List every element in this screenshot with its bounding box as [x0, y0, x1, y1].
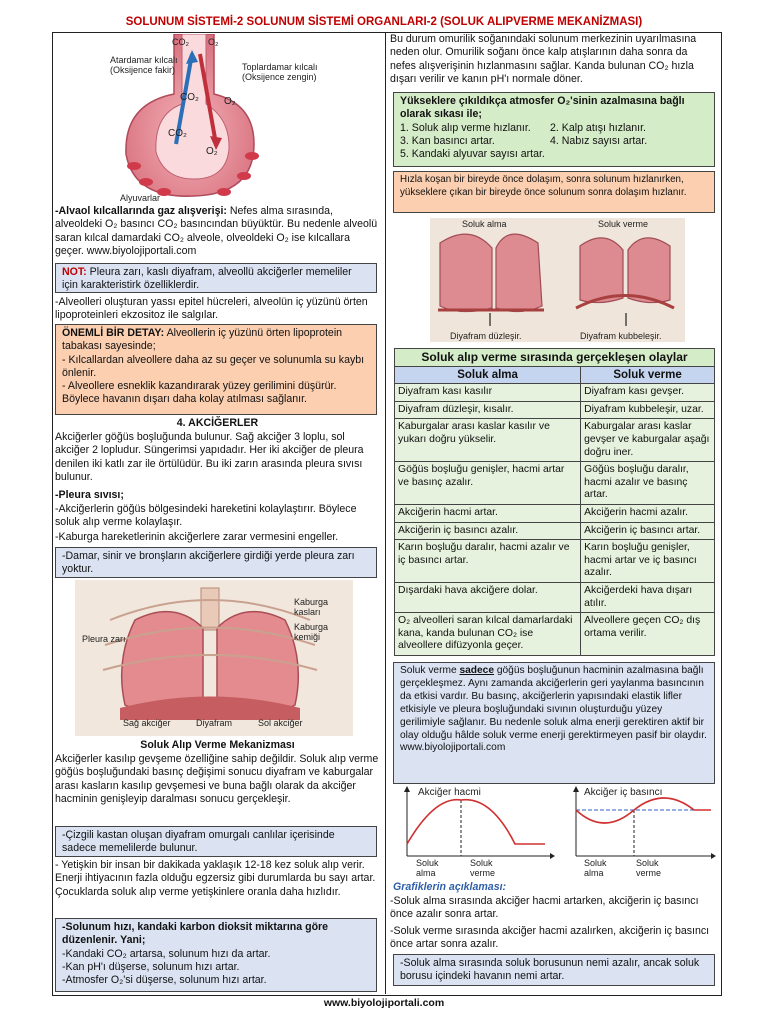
exhale-emphasis: sadece [459, 665, 495, 676]
exhale-text-b: göğüs boşluğunun hacminin azalmasına bağlı gerçekleşmez. Aynı zamanda akciğerlerin geri yaylanma basıncının da etkisi vardır. Bu basınç, akciğerlerin yapısındaki elastik lifler etkisiyle ve pleura boşluğundaki sıvının oluşturduğu yüzey gerilimiyle sağlanır. Bu nedenle soluk alma enerji gerektiren aktif bir olay olduğu hâlde soluk verme enerji gerektirmeyen pasif bir olaydır. www.biyolojiportali.com [400, 665, 707, 754]
table-row [395, 419, 715, 462]
damar-box: -Damar, sinir ve bronşların akciğerlere girdiği yerde pleura zarı yoktur. [55, 547, 377, 578]
table-row [395, 401, 715, 419]
gas-exchange-heading: -Alvaol kılcallarında gaz alışverişi: [55, 205, 227, 217]
table-cell: Diyafram kası gevşer. [581, 384, 715, 402]
altitude-item-4: 4. Nabız sayısı artar. [550, 134, 648, 147]
important-line-1: - Kılcallardan alveollere daha az su geçer ve solunumla su kaybı önlenir. [62, 353, 365, 379]
volume-graph-x2: Soluk verme [470, 858, 496, 878]
volume-graph-x1: Soluk alma [416, 858, 439, 878]
orange-box: Hızla koşan bir bireyde önce dolaşım, sonra solunum hızlanırken, yükseklere çıkan bir bireyde önce solunum sonra dolaşım hızlanır. [393, 171, 715, 213]
altitude-item-1: 1. Soluk alıp verme hızlanır. [400, 121, 531, 134]
page-title: SOLUNUM SİSTEMİ-2 SOLUNUM SİSTEMİ ORGANLARI-2 (SOLUK ALIPVERME MEKANİZMASI) [125, 16, 643, 28]
diyafram-kubbelesir-label: Diyafram kubbeleşir. [580, 331, 662, 341]
altitude-heading: Yükseklere çıkıldıkça atmosfer O₂'sinin azalmasına bağlı olarak sıkası ile; [400, 95, 685, 121]
rate-heading: -Solunum hızı, kandaki karbon dioksit miktarına göre düzenlenir. Yani; [62, 921, 329, 947]
table-cell: Göğüs boşluğu daralır, hacmi azalır ve basınç artar. [581, 462, 715, 505]
table-cell: Göğüs boşluğu genişler, hacmi artar ve basınç azalır. [395, 462, 581, 505]
table-row [395, 582, 715, 612]
table-cell: Kaburgalar arası kaslar gevşer ve kaburgalar aşağı doğru iner. [581, 419, 715, 462]
altitude-item-2: 2. Kalp atışı hızlanır. [550, 121, 646, 134]
pleura-line-2: -Kaburga hareketlerinin akciğerlere zarar vermesini engeller. [55, 531, 339, 543]
table-cell: Karın boşluğu daralır, hacmi azalır ve iç basıncı artar. [395, 540, 581, 583]
soluk-verme-label: Soluk verme [598, 219, 649, 229]
table-cell: Diyafram kubbeleşir, uzar. [581, 401, 715, 419]
table-cell: Karın boşluğu genişler, hacmi artar ve iç basıncı azalır. [581, 540, 715, 583]
table-cell: Akciğerdeki hava dışarı atılır. [581, 582, 715, 612]
rate-box [55, 918, 377, 992]
co2-top-label: CO₂ [172, 37, 189, 47]
altitude-item-5: 5. Kandaki alyuvar sayısı artar. [400, 148, 545, 161]
rate-line-3: -Atmosfer O₂'si düşerse, solunum hızı artar. [62, 974, 267, 987]
soluk-alma-label: Soluk alma [462, 219, 507, 229]
adult-paragraph: - Yetişkin bir insan bir dakikada yaklaşık 12-18 kez soluk alıp verir. Enerji ihtiyacının fazla olduğu egzersiz gibi durumlarda bu sayı artar. Çocuklarda soluk alıp verme yetişkinlere oranla daha hızlıdır. [55, 859, 376, 898]
co2-left-label: CO₂ [180, 92, 199, 103]
kaburga-kemigi-label: Kaburga kemiği [294, 622, 329, 642]
note-text: Pleura zarı, kaslı diyafram, alveollü akciğerler memeliler için karakteristirk özelliklerdir. [62, 266, 352, 292]
pressure-graph-x2: Soluk verme [636, 858, 662, 878]
last-box: -Soluk alma sırasında soluk borusunun nemi azalır, ancak soluk borusu içindeki havanın nemi artar. [393, 954, 715, 986]
gas-exchange-text: Nefes alma sırasında, alveoldeki O₂ basıncı CO₂ basıncından büyüktür. Bu nedenle alveolü saran kılcal damardaki CO₂ alveole, olveoldeki O₂ ise kılcallara geçer. www.biyolojiportali.com [55, 205, 378, 257]
exhale-text-a: Soluk verme [400, 665, 460, 676]
table-cell: Diyafram düzleşir, kısalır. [395, 401, 581, 419]
volume-graph-title: Akciğer hacmi [418, 787, 481, 798]
section-heading-lungs: 4. AKCİĞERLER [176, 417, 259, 429]
rate-line-2: -Kan pH'ı düşerse, solunum hızı artar. [62, 960, 240, 973]
note-box [55, 263, 377, 293]
epitel-paragraph: -Alveolleri oluşturan yassı epitel hücreleri, alveolün iç yüzünü örten lipoproteinleri ekzositoz ile salgılar. [55, 296, 368, 322]
pleura-line-1: -Akciğerlerin göğüs bölgesindeki hareketini kolaylaştırır. Böylece soluk alıp verme kolaylaşır. [55, 503, 357, 529]
gas-exchange-paragraph [55, 205, 380, 258]
rate-line-1: -Kandaki CO₂ artarsa, solunum hızı da artar. [62, 947, 271, 960]
table-row [395, 462, 715, 505]
column-divider [385, 32, 386, 994]
diyafram-duzlesir-label: Diyafram düzleşir. [450, 331, 522, 341]
diyafram-label: Diyafram [196, 718, 233, 728]
toplardamar-label: Toplardamar kılcalı (Oksijence zengin) [242, 62, 318, 82]
alyuvar-label: Alyuvarlar [120, 193, 161, 203]
mechanism-paragraph: Akciğerler kasılıp gevşeme özelliğine sahip değildir. Soluk alıp verme göğüs boşluğundaki basınç değişimi sonucu diyafram ve kaburgalar arası kasların kasılıp gevşemesi ve buna bağlı olarak da akciğer hacminin genişleyip daralması sonucu gerçekleşir. [55, 753, 379, 805]
table-cell: Akciğerin iç basıncı azalır. [395, 522, 581, 540]
altitude-item-3: 3. Kan basıncı artar. [400, 134, 495, 147]
sag-akciger-label: Sağ akciğer [123, 718, 171, 728]
o2-top-label: O₂ [208, 37, 219, 47]
table-cell: Dışardaki hava akciğere dolar. [395, 582, 581, 612]
altitude-box [393, 92, 715, 167]
sol-akciger-label: Sol akciğer [258, 718, 303, 728]
events-table [394, 348, 715, 656]
pressure-graph-x1: Soluk alma [584, 858, 607, 878]
pressure-graph-title: Akciğer iç basıncı [584, 787, 663, 798]
events-col-inhale: Soluk alma [395, 366, 581, 384]
cizgili-box: -Çizgili kastan oluşan diyafram omurgalı canlılar içerisinde sadece memelilerde bulunur. [55, 826, 377, 857]
graph-explanation-2: -Soluk verme sırasında akciğer hacmi azalırken, akciğerin iç basıncı önce artar sonra azalır. [390, 925, 710, 951]
exhale-box [393, 662, 715, 784]
table-row [395, 613, 715, 656]
o2-right-label: O₂ [224, 96, 236, 107]
mechanism-heading: Soluk Alıp Verme Mekanizması [140, 739, 295, 751]
important-text: Alveollerin iç yüzünü örten lipoprotein tabakası sayesinde; [62, 327, 343, 353]
table-row [395, 522, 715, 540]
table-row [395, 540, 715, 583]
events-table-title: Soluk alıp verme sırasında gerçekleşen olaylar [395, 349, 715, 367]
table-cell: O₂ alveolleri saran kılcal damarlardaki kana, kanda bulunan CO₂ ise alveollere difüzyonla geçer. [395, 613, 581, 656]
pleura-heading: -Pleura sıvısı; [55, 489, 124, 501]
important-heading: ÖNEMLİ BİR DETAY: [62, 327, 165, 339]
lungs-paragraph: Akciğerler göğüs boşluğunda bulunur. Sağ akciğer 3 loplu, sol akciğer 2 lopludur. Süngerimsi yapıdadır. Her iki akciğer de pleura denilen iki katlı zar ile örtülüdür. Bu iki zarın arasında pleura sıvısı bulunur. [55, 431, 364, 483]
graph-explanation-1: -Soluk alma sırasında akciğer hacmi artarken, akciğerin iç basıncı önce azalır sonra artar. [390, 895, 699, 921]
table-cell: Akciğerin hacmi azalır. [581, 504, 715, 522]
table-cell: Alveollere geçen CO₂ dış ortama verilir. [581, 613, 715, 656]
breathing-figure [430, 218, 685, 342]
pleura-label: Pleura zarı [82, 634, 126, 644]
table-row [395, 504, 715, 522]
kaburga-kaslari-label: Kaburga kasları [294, 597, 329, 617]
table-cell: Akciğerin iç basıncı artar. [581, 522, 715, 540]
table-cell: Kaburgalar arası kaslar kasılır ve yukarı doğru yükselir. [395, 419, 581, 462]
events-col-exhale: Soluk verme [581, 366, 715, 384]
o2-low-label: O₂ [206, 146, 218, 157]
top-right-paragraph: Bu durum omurilik soğanındaki solunum merkezinin uyarılmasına neden olur. Omurilik soğanı önce kalp atışlarının daha sonra da nefes alışverişinin hızlanmasını sağlar. Kanda bulunan CO₂ hızla dışarı verilir ve kanın pH'ı normale döner. [390, 33, 697, 85]
important-box [55, 324, 377, 415]
atardamar-label: Atardamar kılcalı (Oksijence fakir) [110, 55, 178, 75]
graph-explanation-heading: Grafiklerin açıklaması: [393, 881, 507, 893]
table-row [395, 384, 715, 402]
note-heading: NOT: [62, 266, 87, 278]
important-line-2: - Alveollere esneklik kazandırarak yüzey gerilimini düşürür. Böylece havanın dışarı daha kolay atılması sağlanır. [62, 380, 337, 406]
table-cell: Akciğerin hacmi artar. [395, 504, 581, 522]
footer-url: www.biyolojiportali.com [323, 997, 445, 1009]
co2-low-label: CO₂ [168, 128, 187, 139]
table-cell: Diyafram kası kasılır [395, 384, 581, 402]
